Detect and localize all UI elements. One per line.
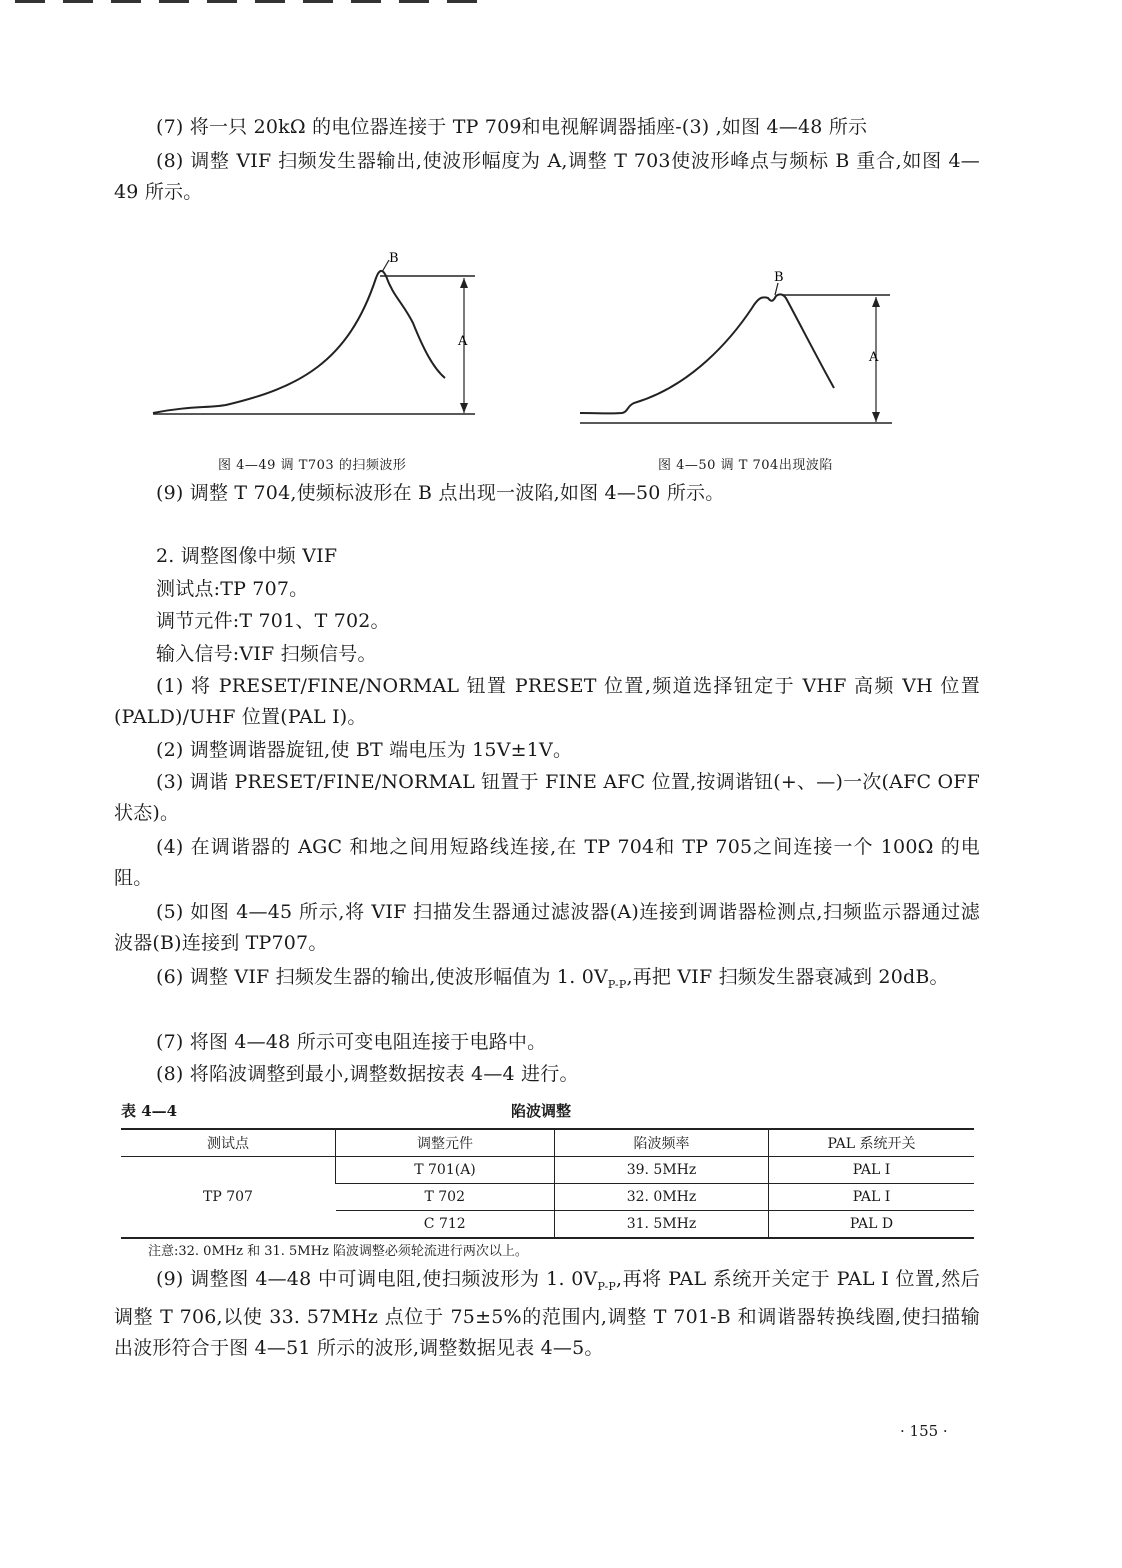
cell-pal: PAL I — [769, 1157, 975, 1184]
figure-4-49-caption: 图 4—49 调 T703 的扫频波形 — [218, 458, 407, 473]
fig49-label-b: B — [389, 251, 399, 266]
table-header-row — [121, 1129, 974, 1157]
figure-4-50-notch-waveform — [572, 268, 897, 433]
fig50-label-b: B — [774, 270, 784, 285]
cell-frequency: 31. 5MHz — [555, 1211, 769, 1239]
paragraph-s3: (3) 调谐 PRESET/FINE/NORMAL 钮置于 FINE AFC 位置,按调谐钮(+、—)一次(AFC OFF 状态)。 — [114, 771, 980, 824]
paragraph-s7: (7) 将图 4—48 所示可变电阻连接于电路中。 — [156, 1031, 547, 1053]
paragraph-s8: (8) 将陷波调整到最小,调整数据按表 4—4 进行。 — [156, 1063, 579, 1085]
input-signal-line: 输入信号:VIF 扫频信号。 — [156, 643, 377, 665]
paragraph-s6: (6) 调整 VIF 扫频发生器的输出,使波形幅值为 1. $0V_{P-P}$,再把 VIF 扫频发生器衰减到 20dB。 — [156, 966, 949, 991]
section-heading: 2. 调整图像中频 VIF — [156, 545, 338, 567]
page-number: · 155 · — [900, 1422, 948, 1440]
paragraph-s4: (4) 在调谐器的 AGC 和地之间用短路线连接,在 TP 704和 TP 705之间连接一个 100Ω 的电阻。 — [114, 836, 980, 889]
header-notch-frequency: 陷波频率 — [555, 1129, 769, 1157]
fig50-label-a: A — [869, 350, 879, 365]
cell-pal: PAL I — [769, 1184, 975, 1211]
cell-frequency: 39. 5MHz — [555, 1157, 769, 1184]
paragraph-step-9: (9) 调整 T 704,使频标波形在 B 点出现一波陷,如图 4—50 所示。 — [156, 482, 725, 504]
cell-pal: PAL D — [769, 1211, 975, 1239]
cell-part: T 702 — [336, 1184, 555, 1211]
fig49-label-a: A — [458, 334, 468, 349]
cell-test-point: TP 707 — [121, 1157, 336, 1239]
figure-4-49-sweep-waveform — [148, 248, 483, 423]
cell-part: C 712 — [336, 1211, 555, 1239]
cell-frequency: 32. 0MHz — [555, 1184, 769, 1211]
table-note: 注意:32. 0MHz 和 31. 5MHz 陷波调整必须轮流进行两次以上。 — [148, 1244, 528, 1259]
header-test-point: 测试点 — [121, 1129, 336, 1157]
figure-4-50-caption: 图 4—50 调 T 704出现波陷 — [658, 458, 833, 473]
paragraph-s2: (2) 调整调谐器旋钮,使 BT 端电压为 15V±1V。 — [156, 739, 573, 761]
paragraph-s5: (5) 如图 4—45 所示,将 VIF 扫描发生器通过滤波器(A)连接到调谐器检测点,扫频监示器通过滤波器(B)连接到 TP707。 — [114, 901, 980, 954]
table-title: 陷波调整 — [511, 1102, 572, 1120]
top-dash-border — [15, 0, 477, 3]
table-row — [121, 1157, 974, 1184]
header-adjust-part: 调整元件 — [336, 1129, 555, 1157]
paragraph-s1: (1) 将 PRESET/FINE/NORMAL 钮置 PRESET 位置,频道选择钮定于 VHF 高频 VH 位置(PALD)/UHF 位置(PAL I)。 — [114, 675, 980, 728]
test-point-line: 测试点:TP 707。 — [156, 578, 309, 600]
header-pal-switch: PAL 系统开关 — [769, 1129, 975, 1157]
table-number: 表 4—4 — [121, 1102, 178, 1120]
paragraph-s9: (9) 调整图 4—48 中可调电阻,使扫频波形为 1. $0V_{P-P}$,再将 PAL 系统开关定于 PAL I 位置,然后调整 T 706,以使 33. 57MHz 点位于 75±5%的范围内,调整 T 701-B 和调谐器转换线圈,使扫描输出波形符合于图 4—51 所示的波形,调整数据见表 4—5。 — [114, 1268, 980, 1359]
cell-part: T 701(A) — [336, 1157, 555, 1184]
paragraph-step-8: (8) 调整 VIF 扫频发生器输出,使波形幅度为 A,调整 T 703使波形峰点与频标 B 重合,如图 4—49 所示。 — [114, 150, 980, 203]
notch-adjust-table — [121, 1128, 974, 1239]
paragraph-step-7: (7) 将一只 20kΩ 的电位器连接于 TP 709和电视解调器插座-(3) ,如图 4—48 所示 — [156, 116, 868, 138]
adjust-parts-line: 调节元件:T 701、T 702。 — [156, 610, 390, 632]
